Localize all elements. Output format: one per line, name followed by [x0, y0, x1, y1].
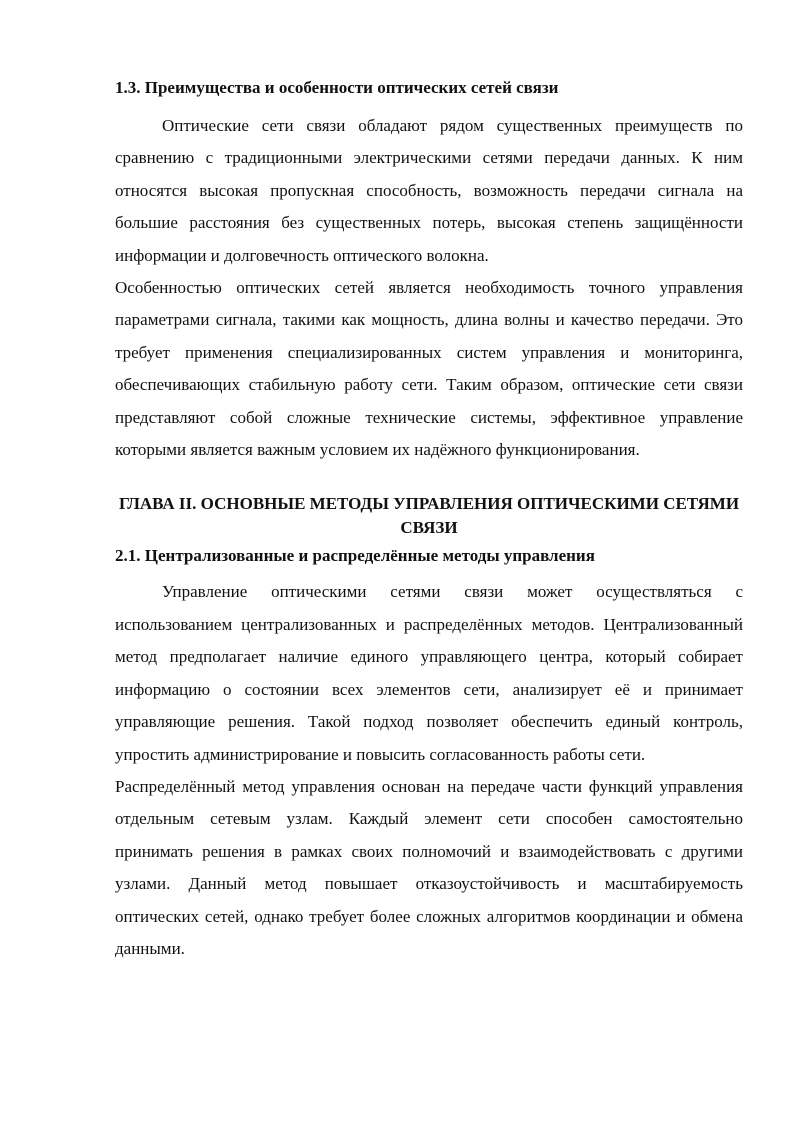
- section-heading-1-3: 1.3. Преимущества и особенности оптических сетей связи: [115, 78, 559, 97]
- paragraph: Управление оптическими сетями связи может осуществляться с использованием централизованных и распределённых методов. Централизованный метод предполагает наличие единого управляющего центра, который собирает информацию о состоянии всех элементов сети, анализирует её и принимает управляющие решения. Такой подход позволяет обеспечить единый контроль, упростить администрирование и повысить согласованность работы сети.: [115, 582, 743, 764]
- chapter-title: ГЛАВА II. ОСНОВНЫЕ МЕТОДЫ УПРАВЛЕНИЯ ОПТИЧЕСКИМИ СЕТЯМИ СВЯЗИ: [118, 494, 740, 538]
- paragraph: Оптические сети связи обладают рядом существенных преимуществ по сравнению с традиционными электрическими сетями передачи данных. К ним относятся высокая пропускная способность, возможность передачи сигнала на большие расстояния без существенных потерь, высокая степень защищённости информации и долговечность оптического волокна.: [115, 116, 743, 265]
- paragraph: Особенностью оптических сетей является необходимость точного управления параметрами сигнала, такими как мощность, длина волны и качество передачи. Это требует применения специализированных систем управления и мониторинга, обеспечивающих стабильную работу сети. Таким образом, оптические сети связи представляют собой сложные технические системы, эффективное управление которыми является важным условием их надёжного функционирования.: [115, 278, 743, 460]
- document-page: [115, 76, 743, 965]
- section-heading-2-1: 2.1. Централизованные и распределённые методы управления: [115, 546, 595, 566]
- paragraph: Распределённый метод управления основан на передаче части функций управления отдельным сетевым узлам. Каждый элемент сети способен самостоятельно принимать решения в рамках своих полномочий и взаимодействовать с другими узлами. Данный метод повышает отказоустойчивость и масштабируемость оптических сетей, однако требует более сложных алгоритмов координации и обмена данными.: [115, 776, 743, 958]
